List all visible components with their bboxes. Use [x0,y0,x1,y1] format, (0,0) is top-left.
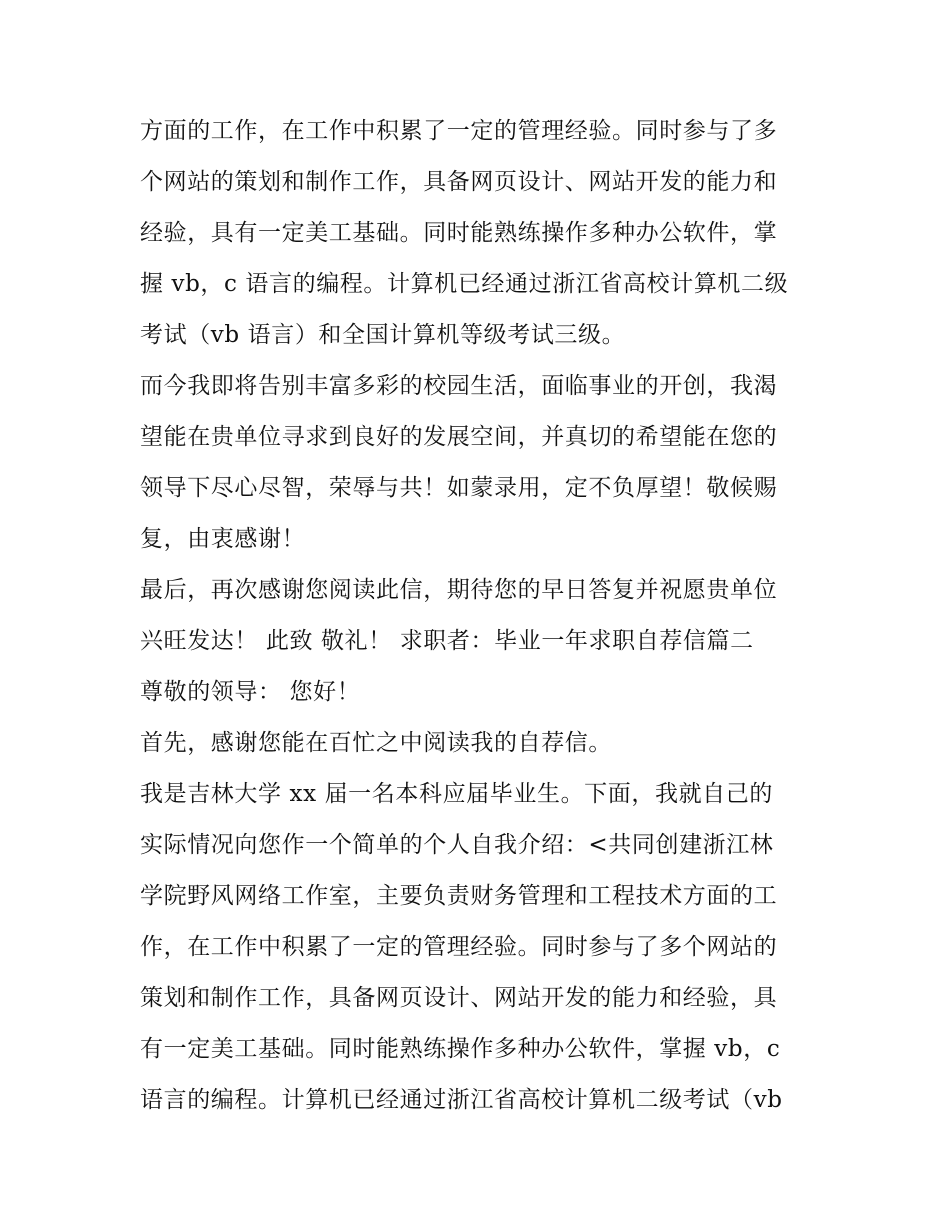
text-line: 望能在贵单位寻求到良好的发展空间，并真切的希望能在您的 [140,424,778,450]
text-line: 兴旺发达！ 此致 敬礼！ 求职者：毕业一年求职自荐信篇二 [140,628,754,654]
text-line: 经验，具有一定美工基础。同时能熟练操作多种办公软件，掌 [140,220,778,246]
text-line: 首先，感谢您能在百忙之中阅读我的自荐信。 [140,730,612,756]
text-line: 语言的编程。计算机已经通过浙江省高校计算机二级考试（vb [140,1087,783,1113]
text-line: 有一定美工基础。同时能熟练操作多种办公软件，掌握 vb，c [140,1036,781,1062]
text-line: 策划和制作工作，具备网页设计、网站开发的能力和经验，具 [140,985,778,1011]
text-line: 尊敬的领导： 您好！ [140,679,361,705]
text-line: 方面的工作，在工作中积累了一定的管理经验。同时参与了多 [140,118,778,144]
text-line: 学院野风网络工作室，主要负责财务管理和工程技术方面的工 [140,883,778,909]
text-line: 最后，再次感谢您阅读此信，期待您的早日答复并祝愿贵单位 [140,577,778,603]
text-line: 考试（vb 语言）和全国计算机等级考试三级。 [140,322,626,348]
document-body [140,106,830,1126]
text-line: 领导下尽心尽智，荣辱与共！如蒙录用，定不负厚望！敬候赐 [140,475,778,501]
text-line: 个网站的策划和制作工作，具备网页设计、网站开发的能力和 [140,169,778,195]
text-line: 而今我即将告别丰富多彩的校园生活，面临事业的开创，我渴 [140,373,778,399]
text-line: 握 vb，c 语言的编程。计算机已经通过浙江省高校计算机二级 [140,271,789,297]
text-line: 作，在工作中积累了一定的管理经验。同时参与了多个网站的 [140,934,778,960]
text-line: 复，由衷感谢！ [140,526,306,552]
text-line: 实际情况向您作一个简单的个人自我介绍：<共同创建浙江林 [140,832,774,858]
text-line: 我是吉林大学 xx 届一名本科应届毕业生。下面，我就自己的 [140,781,773,807]
